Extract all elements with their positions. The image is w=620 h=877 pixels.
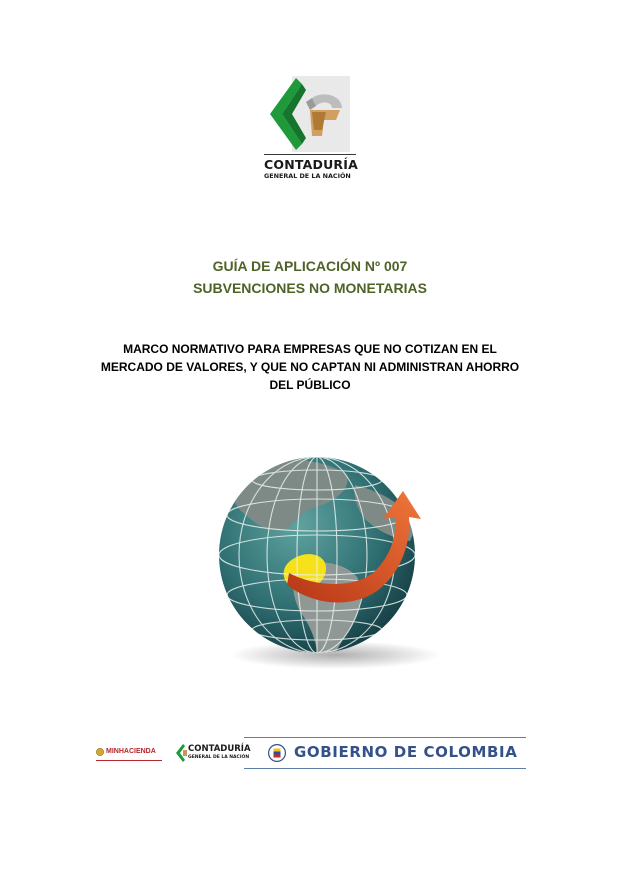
guide-title: GUÍA DE APLICACIÓN Nº 007: [212, 258, 408, 274]
contaduria-emblem-icon: [262, 72, 358, 156]
minhacienda-seal-icon: [96, 748, 104, 756]
gobierno-rule-bottom: [244, 768, 526, 769]
minhacienda-label: MINHACIENDA: [106, 748, 156, 755]
colombia-coat-of-arms-icon: [268, 744, 286, 762]
gobierno-colombia-logo: [244, 737, 526, 769]
minhacienda-underline: [96, 760, 162, 761]
logo-divider: [264, 154, 356, 155]
footer-logos: [96, 737, 526, 769]
guide-subtitle: SUBVENCIONES NO MONETARIAS: [193, 280, 427, 296]
framework-line-3: DEL PÚBLICO: [269, 378, 351, 392]
framework-heading: [80, 340, 540, 394]
gobierno-rule-top: [244, 737, 526, 738]
logo-name: CONTADURÍA: [264, 157, 358, 172]
globe-illustration: [205, 455, 450, 675]
footer-contaduria-subname: GENERAL DE LA NACIÓN: [188, 755, 250, 760]
gobierno-label: GOBIERNO DE COLOMBIA: [294, 743, 518, 761]
framework-line-1: MARCO NORMATIVO PARA EMPRESAS QUE NO COTIZAN EN EL: [123, 342, 497, 356]
footer-contaduria-emblem-icon: [176, 744, 187, 762]
minhacienda-logo: [96, 745, 162, 761]
footer-contaduria-logo: [176, 743, 251, 763]
footer-contaduria-name: CONTADURÍA: [188, 744, 251, 754]
logo-subname: GENERAL DE LA NACIÓN: [264, 172, 351, 180]
framework-line-2: MERCADO DE VALORES, Y QUE NO CAPTAN NI ADMINISTRAN AHORRO: [100, 360, 520, 374]
